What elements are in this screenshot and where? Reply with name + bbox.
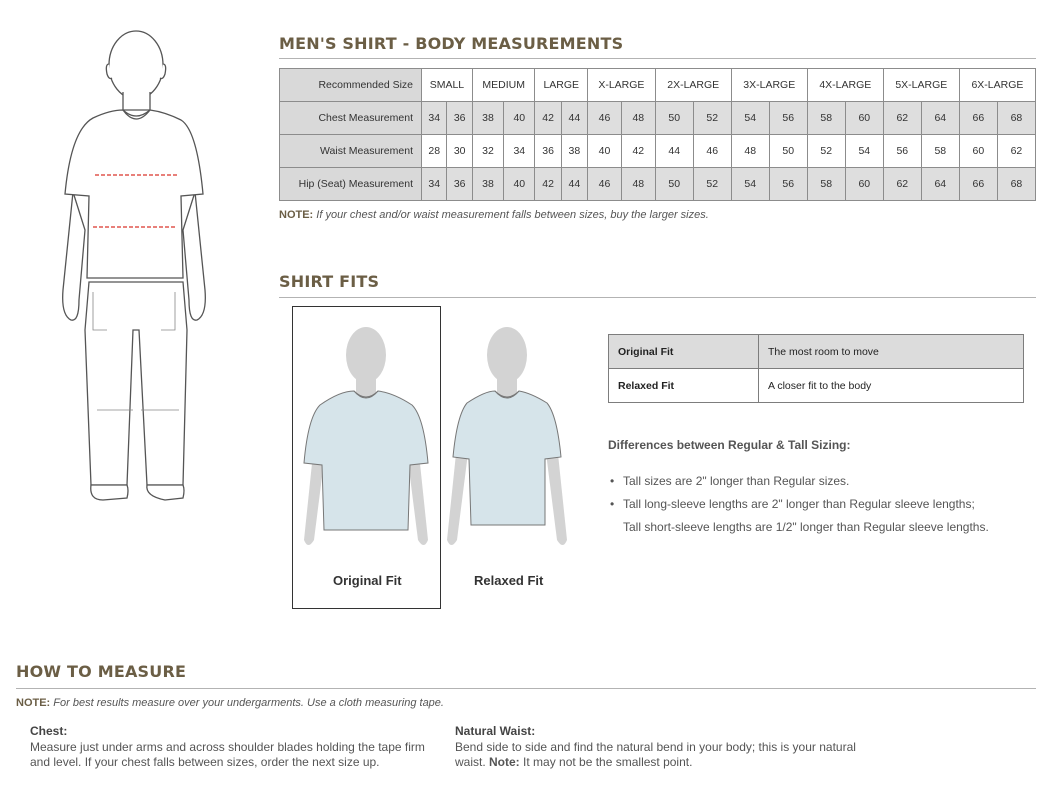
note-text: If your chest and/or waist measurement falls between sizes, buy the larger sizes. bbox=[313, 209, 709, 221]
chest-instructions bbox=[30, 740, 425, 770]
list-item-text: Tall sizes are 2" longer than Regular sizes. bbox=[623, 474, 850, 488]
table-cell: 40 bbox=[504, 168, 535, 201]
table-cell: 46 bbox=[588, 102, 622, 135]
note-label: NOTE: bbox=[279, 209, 314, 221]
table-cell: 60 bbox=[845, 102, 883, 135]
chest-line: and level. If your chest falls between sizes, order the next size up. bbox=[30, 755, 380, 769]
table-cell: 48 bbox=[621, 168, 655, 201]
table-cell: 64 bbox=[921, 168, 959, 201]
table-cell: 62 bbox=[997, 135, 1035, 168]
section-divider bbox=[279, 58, 1036, 59]
table-cell: 42 bbox=[535, 168, 561, 201]
sizing-differences-list bbox=[610, 470, 989, 539]
table-cell: 32 bbox=[472, 135, 503, 168]
table-cell: 50 bbox=[655, 168, 693, 201]
row-label: Chest Measurement bbox=[280, 102, 422, 135]
table-cell: 60 bbox=[959, 135, 997, 168]
size-header-cell: X-LARGE bbox=[588, 69, 656, 102]
table-cell: 64 bbox=[921, 102, 959, 135]
table-cell: 36 bbox=[535, 135, 561, 168]
table-cell: 56 bbox=[883, 135, 921, 168]
chest-heading: Chest: bbox=[30, 724, 68, 738]
table-cell: 52 bbox=[807, 135, 845, 168]
note-label: NOTE: bbox=[16, 697, 51, 709]
table-cell: 44 bbox=[655, 135, 693, 168]
table-cell: 42 bbox=[535, 102, 561, 135]
table-cell: 30 bbox=[447, 135, 472, 168]
table-cell: 38 bbox=[472, 168, 503, 201]
body-measurements-title: MEN'S SHIRT - BODY MEASUREMENTS bbox=[279, 34, 624, 53]
section-divider bbox=[16, 688, 1036, 689]
list-item-text: Tall long-sleeve lengths are 2" longer than Regular sleeve lengths; bbox=[623, 497, 975, 511]
chest-line: Measure just under arms and across shoulder blades holding the tape firm bbox=[30, 740, 425, 754]
table-cell: 46 bbox=[693, 135, 731, 168]
size-header-cell: 5X-LARGE bbox=[883, 69, 959, 102]
row-label: Waist Measurement bbox=[280, 135, 422, 168]
table-cell: 66 bbox=[959, 168, 997, 201]
fit-desc-cell: The most room to move bbox=[759, 335, 1024, 369]
table-cell: 48 bbox=[621, 102, 655, 135]
table-cell: 38 bbox=[561, 135, 587, 168]
table-cell: 66 bbox=[959, 102, 997, 135]
size-header-cell: 2X-LARGE bbox=[655, 69, 731, 102]
size-header-cell: 3X-LARGE bbox=[731, 69, 807, 102]
list-item-continuation bbox=[610, 516, 989, 539]
sizing-differences-title: Differences between Regular & Tall Sizing: bbox=[608, 438, 851, 452]
table-cell: 58 bbox=[807, 168, 845, 201]
hip-row bbox=[280, 168, 1036, 201]
size-header-cell: LARGE bbox=[535, 69, 588, 102]
table-cell: 54 bbox=[731, 102, 769, 135]
table-cell: 38 bbox=[472, 102, 503, 135]
table-cell: 68 bbox=[997, 102, 1035, 135]
table-cell: 50 bbox=[769, 135, 807, 168]
size-header-cell: 4X-LARGE bbox=[807, 69, 883, 102]
table-cell: 42 bbox=[621, 135, 655, 168]
chest-row bbox=[280, 102, 1036, 135]
section-divider bbox=[279, 297, 1036, 298]
table-cell: 58 bbox=[807, 102, 845, 135]
size-header-label: Recommended Size bbox=[280, 69, 422, 102]
bullet-icon: • bbox=[610, 497, 615, 511]
measure-note bbox=[16, 697, 444, 709]
waist-instructions bbox=[455, 740, 856, 770]
waist-text: waist. bbox=[455, 755, 490, 769]
table-cell: 36 bbox=[447, 102, 472, 135]
table-cell: 40 bbox=[504, 102, 535, 135]
list-item-text: Tall short-sleeve lengths are 1/2" longer than Regular sleeve lengths. bbox=[623, 520, 989, 534]
table-cell: 34 bbox=[422, 102, 447, 135]
table-cell: 52 bbox=[693, 168, 731, 201]
size-note bbox=[279, 209, 709, 221]
fit-name-cell: Original Fit bbox=[609, 335, 759, 369]
fit-name-cell: Relaxed Fit bbox=[609, 369, 759, 403]
size-chart-table bbox=[279, 68, 1036, 201]
table-cell: 50 bbox=[655, 102, 693, 135]
original-fit-illustration bbox=[300, 325, 432, 565]
waist-heading: Natural Waist: bbox=[455, 724, 536, 738]
table-cell: 36 bbox=[447, 168, 472, 201]
waist-text: It may not be the smallest point. bbox=[519, 755, 693, 769]
size-header-cell: SMALL bbox=[422, 69, 473, 102]
table-cell: 52 bbox=[693, 102, 731, 135]
size-header-cell: MEDIUM bbox=[472, 69, 535, 102]
note-text: For best results measure over your undergarments. Use a cloth measuring tape. bbox=[50, 697, 444, 709]
shirt-fits-title: SHIRT FITS bbox=[279, 272, 380, 291]
fit-desc-cell: A closer fit to the body bbox=[759, 369, 1024, 403]
table-cell: 58 bbox=[921, 135, 959, 168]
size-header-row bbox=[280, 69, 1036, 102]
table-cell: 34 bbox=[422, 168, 447, 201]
size-header-cell: 6X-LARGE bbox=[959, 69, 1035, 102]
table-cell: 54 bbox=[845, 135, 883, 168]
row-label: Hip (Seat) Measurement bbox=[280, 168, 422, 201]
table-cell: 44 bbox=[561, 102, 587, 135]
table-cell: 48 bbox=[731, 135, 769, 168]
table-row bbox=[609, 369, 1024, 403]
table-cell: 56 bbox=[769, 102, 807, 135]
bullet-icon: • bbox=[610, 474, 615, 488]
waist-note-label: Note: bbox=[489, 755, 520, 769]
waist-line: Bend side to side and find the natural bend in your body; this is your natural bbox=[455, 740, 856, 754]
original-fit-label: Original Fit bbox=[333, 573, 402, 588]
table-row bbox=[609, 335, 1024, 369]
table-cell: 40 bbox=[588, 135, 622, 168]
table-cell: 28 bbox=[422, 135, 447, 168]
waist-line-2 bbox=[455, 755, 856, 770]
table-cell: 54 bbox=[731, 168, 769, 201]
table-cell: 34 bbox=[504, 135, 535, 168]
fit-description-table bbox=[608, 334, 1024, 403]
relaxed-fit-illustration bbox=[445, 325, 569, 565]
table-cell: 46 bbox=[588, 168, 622, 201]
relaxed-fit-label: Relaxed Fit bbox=[474, 573, 544, 588]
table-cell: 56 bbox=[769, 168, 807, 201]
list-item bbox=[610, 470, 989, 493]
list-item bbox=[610, 493, 989, 516]
table-cell: 62 bbox=[883, 168, 921, 201]
table-cell: 62 bbox=[883, 102, 921, 135]
body-figure-illustration bbox=[55, 30, 215, 510]
how-to-measure-title: HOW TO MEASURE bbox=[16, 662, 187, 681]
table-cell: 44 bbox=[561, 168, 587, 201]
table-cell: 60 bbox=[845, 168, 883, 201]
waist-row bbox=[280, 135, 1036, 168]
table-cell: 68 bbox=[997, 168, 1035, 201]
